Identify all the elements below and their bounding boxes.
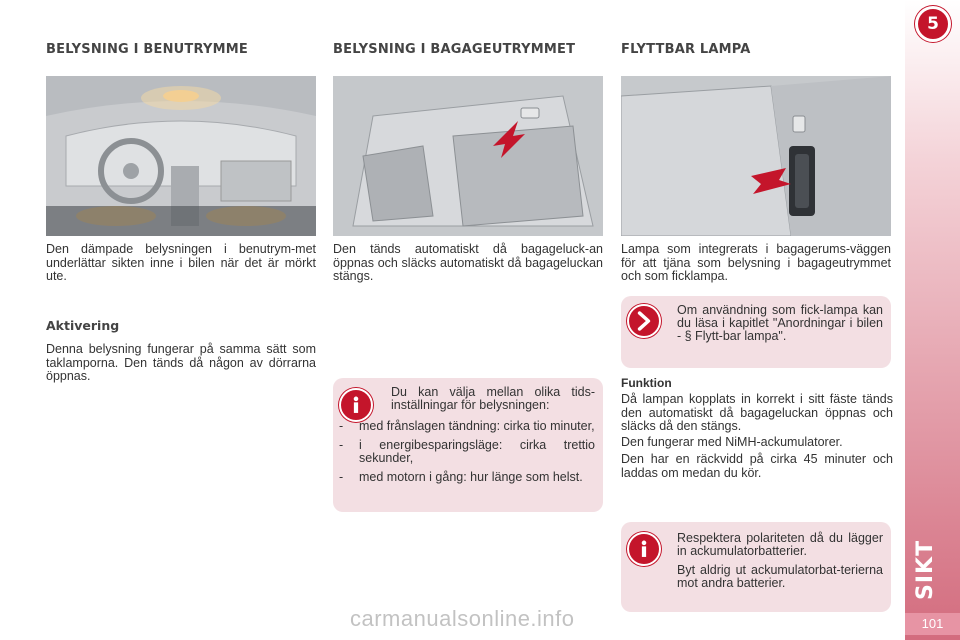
activation-text: Denna belysning fungerar på samma sätt som taklamporna. Den tänds då någon av dörrarna öppnas. <box>46 342 316 383</box>
warning-text-1: Respektera polariteten då du lägger in ackumulatorbatterier. <box>677 531 883 558</box>
info-icon <box>339 388 373 422</box>
chevron-right-icon <box>627 304 661 338</box>
illustration-portable-lamp <box>621 76 891 236</box>
page-number: 101 <box>905 613 960 635</box>
chapter-number-badge: 5 <box>915 6 951 42</box>
portable-lamp-intro: Lampa som integrerats i bagagerums-väggen för att tjäna som belysning i bagageutrymmet och som ficklampa. <box>621 242 891 283</box>
list-item: - med frånslagen tändning: cirka tio minuter, <box>339 419 595 433</box>
warning-text-2: Byt aldrig ut ackumulatorbat-terierna mot andra batterier. <box>677 563 883 590</box>
timing-list <box>333 420 595 490</box>
function-paragraph: Då lampan kopplats in korrekt i sitt fäste tänds den automatiskt då bagageluckan öppnas och släcks då den stängs. <box>621 392 893 433</box>
info-box-timing <box>333 378 603 512</box>
illustration-dashboard <box>46 76 316 236</box>
heading-portable-lamp: FLYTTBAR LAMPA <box>621 42 751 57</box>
reference-box <box>621 296 891 368</box>
function-paragraph: Den har en räckvidd på cirka 45 minuter och laddas om medan du kör. <box>621 452 893 480</box>
watermark: carmanualsonline.info <box>350 606 575 631</box>
reference-text: Om användning som fick-lampa kan du läsa i kapitlet "Anordningar i bilen - § Flytt-bar lampa". <box>677 303 883 343</box>
list-item: - med motorn i gång: hur länge som helst. <box>339 470 583 484</box>
cabin-intro-text: Den dämpade belysningen i benutrym-met underlättar sikten inne i bilen när det är mörkt ute. <box>46 242 316 283</box>
info-box-intro: Du kan välja mellan olika tids-inställningar för belysningen: <box>391 385 595 412</box>
section-label: SIKT <box>913 539 938 600</box>
illustration-boot-light <box>333 76 603 236</box>
warning-box <box>621 522 891 612</box>
boot-intro-text: Den tänds automatiskt då bagageluck-an öppnas och släcks automatiskt då bagageluckan stängs. <box>333 242 603 283</box>
heading-cabin-lighting: BELYSNING I BENUTRYMME <box>46 42 248 57</box>
list-item: - i energibesparingsläge: cirka trettio sekunder, <box>339 438 595 465</box>
heading-boot-lighting: BELYSNING I BAGAGEUTRYMMET <box>333 42 576 57</box>
function-title: Funktion <box>621 376 672 390</box>
subheading-activation: Aktivering <box>46 318 120 333</box>
info-icon <box>627 532 661 566</box>
function-paragraph: Den fungerar med NiMH-ackumulatorer. <box>621 435 843 449</box>
